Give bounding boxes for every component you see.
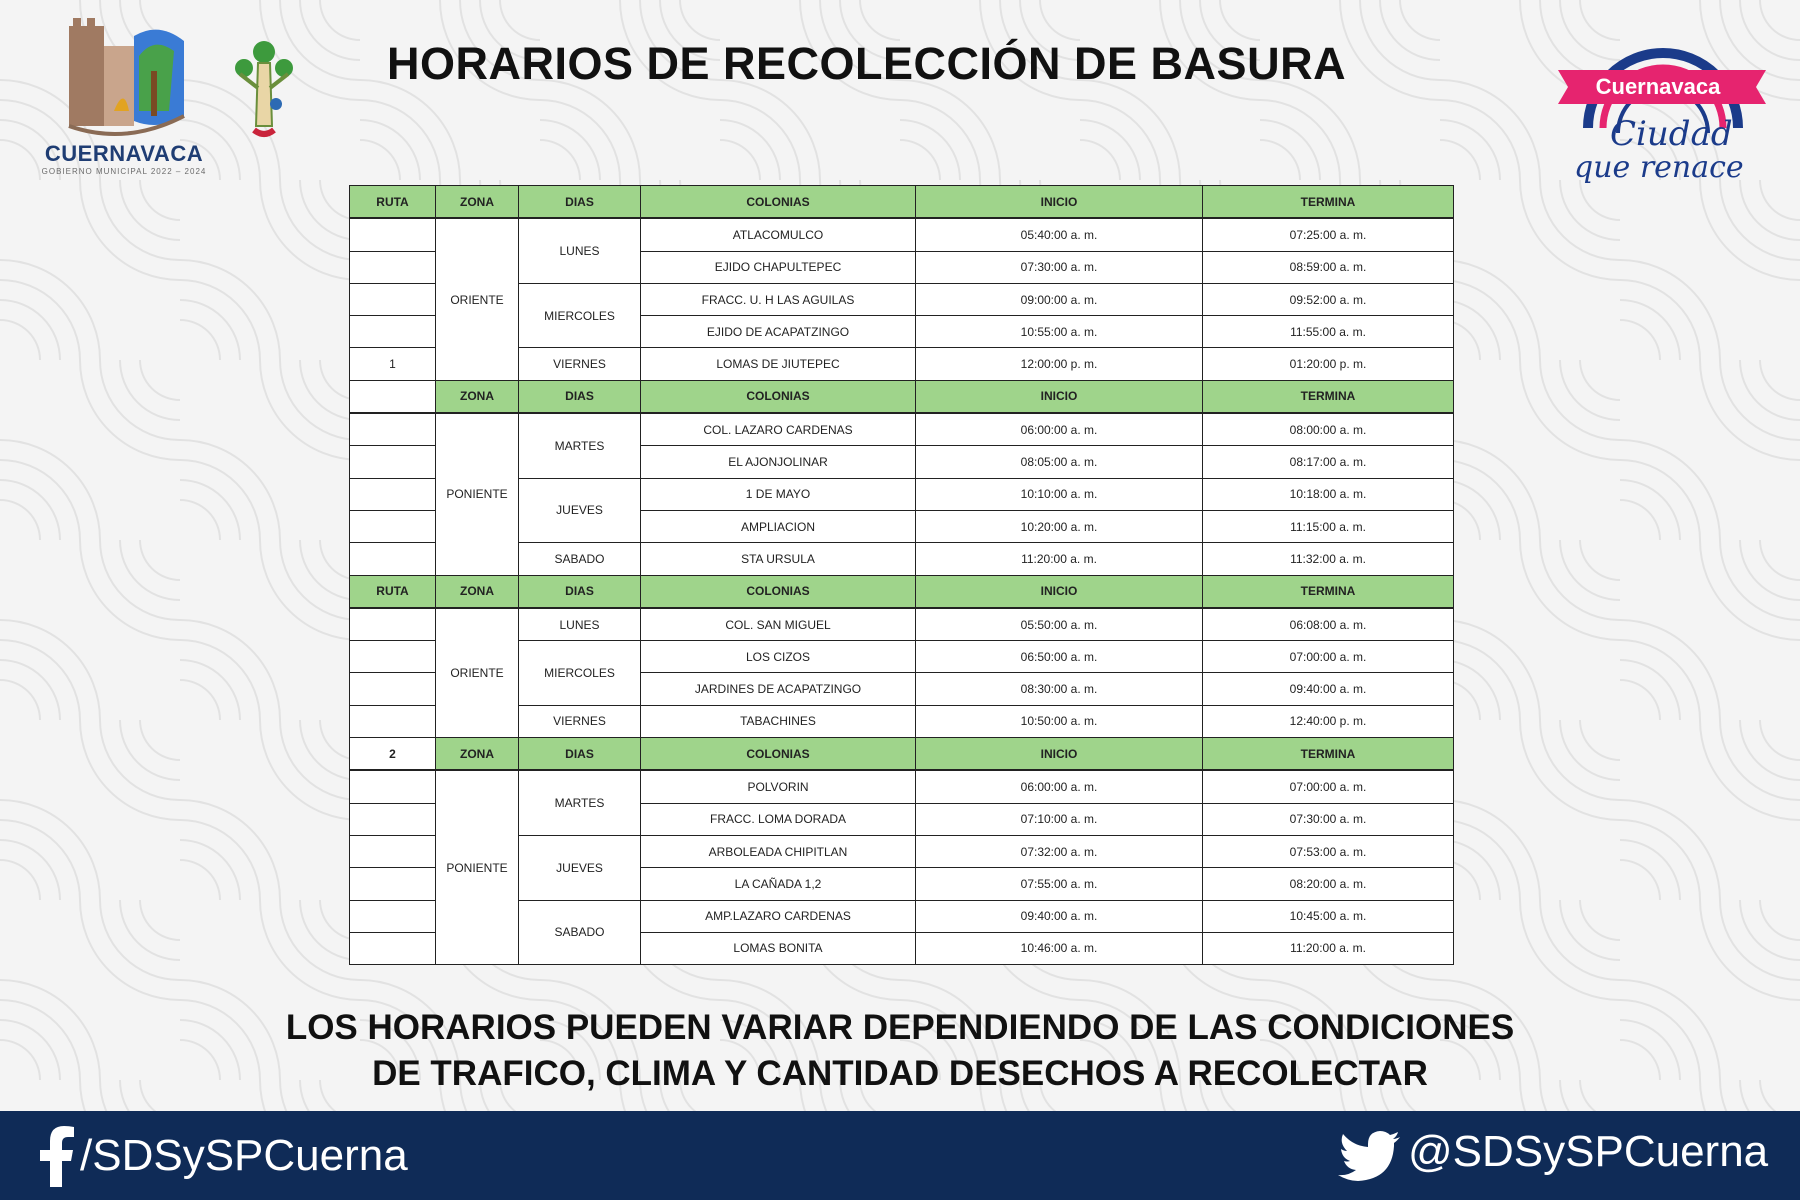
route-number: 2 xyxy=(350,738,436,771)
termina-cell: 09:52:00 a. m. xyxy=(1203,283,1454,315)
header-termina: TERMINA xyxy=(1203,380,1454,413)
ruta-cell xyxy=(350,543,436,575)
cuernavaca-brand-logo xyxy=(1558,18,1768,208)
inicio-cell: 08:30:00 a. m. xyxy=(916,673,1203,705)
inicio-cell: 10:55:00 a. m. xyxy=(916,316,1203,348)
header-ruta: RUTA xyxy=(350,186,436,219)
inicio-cell: 09:00:00 a. m. xyxy=(916,283,1203,315)
colonia-cell: ARBOLEADA CHIPITLAN xyxy=(641,835,916,867)
table-header-row xyxy=(350,186,1454,219)
inicio-cell: 06:00:00 a. m. xyxy=(916,413,1203,446)
colonia-cell: COL. SAN MIGUEL xyxy=(641,608,916,641)
ruta-cell xyxy=(350,413,436,446)
route-number: 1 xyxy=(350,348,436,380)
dia-cell: LUNES xyxy=(519,218,641,283)
colonia-cell: AMPLIACION xyxy=(641,510,916,542)
schedule-notice xyxy=(160,1005,1640,1097)
colonia-cell: STA URSULA xyxy=(641,543,916,575)
ruta-cell xyxy=(350,641,436,673)
ruta-cell xyxy=(350,380,436,413)
colonia-cell: 1 DE MAYO xyxy=(641,478,916,510)
ruta-cell xyxy=(350,608,436,641)
ruta-cell xyxy=(350,803,436,835)
twitter-icon[interactable] xyxy=(1338,1131,1400,1181)
table-header-row xyxy=(350,380,1454,413)
table-row xyxy=(350,413,1454,446)
header-colonias: COLONIAS xyxy=(641,380,916,413)
zona-cell: ORIENTE xyxy=(436,218,519,380)
header-colonias: COLONIAS xyxy=(641,575,916,608)
cuernavaca-municipal-logo xyxy=(14,14,224,179)
brand-script-que-renace: que renace xyxy=(1574,150,1744,185)
termina-cell: 10:45:00 a. m. xyxy=(1203,900,1454,932)
termina-cell: 07:53:00 a. m. xyxy=(1203,835,1454,867)
ruta-cell xyxy=(350,673,436,705)
colonia-cell: LOMAS BONITA xyxy=(641,932,916,964)
dia-cell: SABADO xyxy=(519,900,641,965)
colonia-cell: EJIDO CHAPULTEPEC xyxy=(641,251,916,283)
termina-cell: 08:00:00 a. m. xyxy=(1203,413,1454,446)
ruta-cell xyxy=(350,510,436,542)
header-colonias: COLONIAS xyxy=(641,186,916,219)
ruta-cell xyxy=(350,283,436,315)
notice-line-2: DE TRAFICO, CLIMA Y CANTIDAD DESECHOS A RECOLECTAR xyxy=(372,1054,1428,1093)
ruta-cell xyxy=(350,446,436,478)
inicio-cell: 10:20:00 a. m. xyxy=(916,510,1203,542)
inicio-cell: 10:10:00 a. m. xyxy=(916,478,1203,510)
header-zona: ZONA xyxy=(436,738,519,771)
dia-cell: LUNES xyxy=(519,608,641,641)
dia-cell: MARTES xyxy=(519,413,641,478)
inicio-cell: 06:50:00 a. m. xyxy=(916,641,1203,673)
tree-icon xyxy=(230,38,298,146)
header-dias: DIAS xyxy=(519,575,641,608)
footer-bar xyxy=(0,1111,1800,1200)
table-row xyxy=(350,608,1454,641)
zona-cell: PONIENTE xyxy=(436,770,519,964)
inicio-cell: 05:40:00 a. m. xyxy=(916,218,1203,251)
table-header-row xyxy=(350,575,1454,608)
inicio-cell: 07:32:00 a. m. xyxy=(916,835,1203,867)
termina-cell: 09:40:00 a. m. xyxy=(1203,673,1454,705)
colonia-cell: COL. LAZARO CARDENAS xyxy=(641,413,916,446)
termina-cell: 11:15:00 a. m. xyxy=(1203,510,1454,542)
header-zona: ZONA xyxy=(436,380,519,413)
logo-subtitle: GOBIERNO MUNICIPAL 2022 – 2024 xyxy=(41,167,207,176)
notice-line-1: LOS HORARIOS PUEDEN VARIAR DEPENDIENDO DE LAS CONDICIONES xyxy=(285,1008,1515,1047)
header-zona: ZONA xyxy=(436,186,519,219)
termina-cell: 01:20:00 p. m. xyxy=(1203,348,1454,380)
header-inicio: INICIO xyxy=(916,575,1203,608)
header-termina: TERMINA xyxy=(1203,186,1454,219)
header-inicio: INICIO xyxy=(916,738,1203,771)
crest-icon xyxy=(59,16,194,141)
colonia-cell: EJIDO DE ACAPATZINGO xyxy=(641,316,916,348)
brand-script-ciudad: Ciudad xyxy=(1610,114,1733,154)
dia-cell: MIERCOLES xyxy=(519,641,641,706)
ruta-cell xyxy=(350,251,436,283)
table-header-row xyxy=(350,738,1454,771)
header-inicio: INICIO xyxy=(916,380,1203,413)
header-zona: ZONA xyxy=(436,575,519,608)
inicio-cell: 10:46:00 a. m. xyxy=(916,932,1203,964)
ruta-cell xyxy=(350,770,436,803)
colonia-cell: LOS CIZOS xyxy=(641,641,916,673)
inicio-cell: 08:05:00 a. m. xyxy=(916,446,1203,478)
ruta-cell xyxy=(350,478,436,510)
inicio-cell: 11:20:00 a. m. xyxy=(916,543,1203,575)
table-row xyxy=(350,770,1454,803)
termina-cell: 11:32:00 a. m. xyxy=(1203,543,1454,575)
termina-cell: 08:17:00 a. m. xyxy=(1203,446,1454,478)
twitter-handle[interactable]: @SDSySPCuerna xyxy=(1408,1127,1769,1176)
inicio-cell: 07:30:00 a. m. xyxy=(916,251,1203,283)
ruta-cell xyxy=(350,835,436,867)
dia-cell: JUEVES xyxy=(519,835,641,900)
dia-cell: VIERNES xyxy=(519,348,641,380)
termina-cell: 10:18:00 a. m. xyxy=(1203,478,1454,510)
colonia-cell: FRACC. LOMA DORADA xyxy=(641,803,916,835)
dia-cell: MARTES xyxy=(519,770,641,835)
table-row xyxy=(350,218,1454,251)
ruta-cell xyxy=(350,316,436,348)
inicio-cell: 10:50:00 a. m. xyxy=(916,705,1203,737)
header-inicio: INICIO xyxy=(916,186,1203,219)
header-ruta: RUTA xyxy=(350,575,436,608)
colonia-cell: EL AJONJOLINAR xyxy=(641,446,916,478)
inicio-cell: 05:50:00 a. m. xyxy=(916,608,1203,641)
ruta-cell xyxy=(350,705,436,737)
colonia-cell: ATLACOMULCO xyxy=(641,218,916,251)
termina-cell: 12:40:00 p. m. xyxy=(1203,705,1454,737)
dia-cell: VIERNES xyxy=(519,705,641,737)
termina-cell: 07:00:00 a. m. xyxy=(1203,770,1454,803)
colonia-cell: TABACHINES xyxy=(641,705,916,737)
colonia-cell: FRACC. U. H LAS AGUILAS xyxy=(641,283,916,315)
termina-cell: 07:00:00 a. m. xyxy=(1203,641,1454,673)
colonia-cell: JARDINES DE ACAPATZINGO xyxy=(641,673,916,705)
facebook-icon[interactable] xyxy=(38,1125,76,1187)
ruta-cell xyxy=(350,218,436,251)
inicio-cell: 12:00:00 p. m. xyxy=(916,348,1203,380)
colonia-cell: AMP.LAZARO CARDENAS xyxy=(641,900,916,932)
zona-cell: ORIENTE xyxy=(436,608,519,738)
colonia-cell: LOMAS DE JIUTEPEC xyxy=(641,348,916,380)
ruta-cell xyxy=(350,900,436,932)
zona-cell: PONIENTE xyxy=(436,413,519,575)
header-colonias: COLONIAS xyxy=(641,738,916,771)
colonia-cell: LA CAÑADA 1,2 xyxy=(641,868,916,900)
dia-cell: MIERCOLES xyxy=(519,283,641,348)
colonia-cell: POLVORIN xyxy=(641,770,916,803)
ruta-cell xyxy=(350,868,436,900)
inicio-cell: 06:00:00 a. m. xyxy=(916,770,1203,803)
termina-cell: 08:20:00 a. m. xyxy=(1203,868,1454,900)
termina-cell: 06:08:00 a. m. xyxy=(1203,608,1454,641)
header-termina: TERMINA xyxy=(1203,575,1454,608)
header-dias: DIAS xyxy=(519,738,641,771)
logo-name: CUERNAVACA xyxy=(44,141,204,166)
termina-cell: 11:20:00 a. m. xyxy=(1203,932,1454,964)
header-dias: DIAS xyxy=(519,380,641,413)
header-termina: TERMINA xyxy=(1203,738,1454,771)
termina-cell: 07:30:00 a. m. xyxy=(1203,803,1454,835)
brand-badge: Cuernavaca xyxy=(1595,74,1721,99)
dia-cell: SABADO xyxy=(519,543,641,575)
termina-cell: 11:55:00 a. m. xyxy=(1203,316,1454,348)
termina-cell: 07:25:00 a. m. xyxy=(1203,218,1454,251)
termina-cell: 08:59:00 a. m. xyxy=(1203,251,1454,283)
page-title: HORARIOS DE RECOLECCIÓN DE BASURA xyxy=(387,38,1347,89)
inicio-cell: 07:10:00 a. m. xyxy=(916,803,1203,835)
facebook-handle[interactable]: /SDSySPCuerna xyxy=(80,1131,408,1180)
dia-cell: JUEVES xyxy=(519,478,641,543)
ruta-cell xyxy=(350,932,436,964)
header-dias: DIAS xyxy=(519,186,641,219)
inicio-cell: 09:40:00 a. m. xyxy=(916,900,1203,932)
schedule-table xyxy=(349,185,1454,965)
schedule-table-container xyxy=(349,185,1453,965)
inicio-cell: 07:55:00 a. m. xyxy=(916,868,1203,900)
